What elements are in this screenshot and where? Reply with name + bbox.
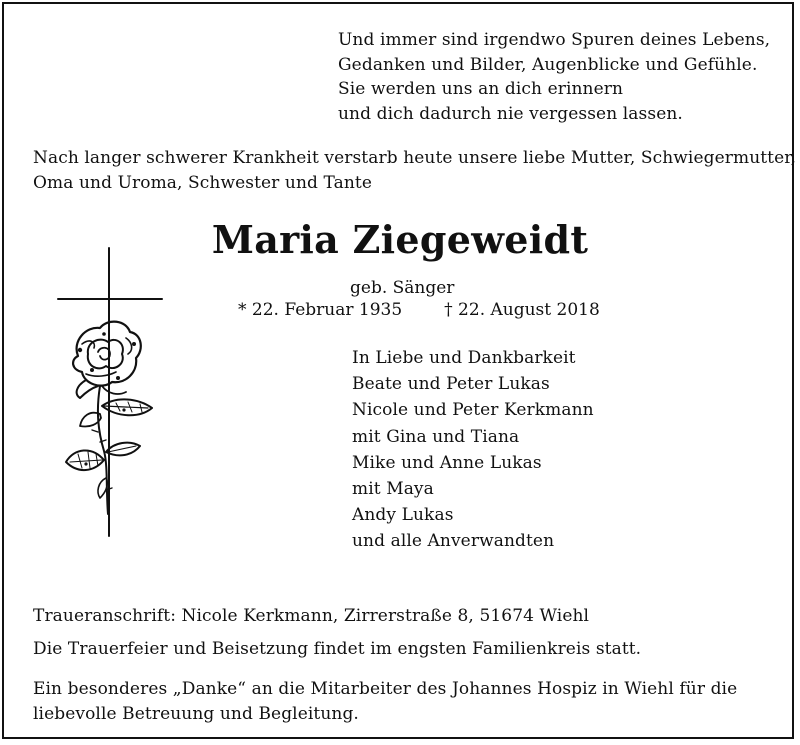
signer-line: In Liebe und Dankbarkeit: [352, 348, 576, 368]
thanks-line: liebevolle Betreuung und Begleitung.: [33, 703, 359, 724]
poem-line: Gedanken und Bilder, Augenblicke und Gefühle.: [338, 54, 758, 75]
announcement: [33, 146, 796, 195]
funeral-service-note: Die Trauerfeier und Beisetzung findet im engsten Familienkreis statt.: [33, 639, 642, 659]
mourning-address: Traueranschrift: Nicole Kerkmann, Zirrerstraße 8, 51674 Wiehl: [33, 606, 590, 626]
thanks-note: [33, 677, 737, 726]
poem-line: und dich dadurch nie vergessen lassen.: [338, 103, 683, 124]
poem: [338, 28, 770, 126]
birth-name: geb. Sänger: [350, 278, 455, 298]
signer-line: und alle Anverwandten: [352, 531, 555, 552]
poem-line: Und immer sind irgendwo Spuren deines Lebens,: [338, 30, 771, 50]
signer-line: Beate und Peter Lukas: [352, 374, 550, 395]
thanks-line: Ein besonderes „Danke“ an die Mitarbeiter des Johannes Hospiz in Wiehl für die: [33, 679, 738, 699]
deceased-name: Maria Ziegeweidt: [211, 217, 589, 262]
poem-line: Sie werden uns an dich erinnern: [338, 79, 624, 99]
birth-date: * 22. Februar 1935: [238, 300, 403, 320]
cross-with-rose-icon: [56, 246, 166, 541]
signer-line: Mike und Anne Lukas: [352, 452, 542, 473]
signers: [352, 345, 594, 555]
announcement-line: Nach langer schwerer Krankheit verstarb heute unsere liebe Mutter, Schwiegermutter,: [33, 148, 797, 168]
signer-line: Andy Lukas: [352, 505, 454, 526]
signer-line: mit Maya: [352, 478, 434, 499]
signer-line: Nicole und Peter Kerkmann: [352, 400, 594, 421]
signer-line: mit Gina und Tiana: [352, 426, 520, 447]
announcement-line: Oma und Uroma, Schwester und Tante: [33, 172, 372, 193]
death-date: † 22. August 2018: [444, 300, 600, 320]
life-dates: [238, 298, 600, 322]
